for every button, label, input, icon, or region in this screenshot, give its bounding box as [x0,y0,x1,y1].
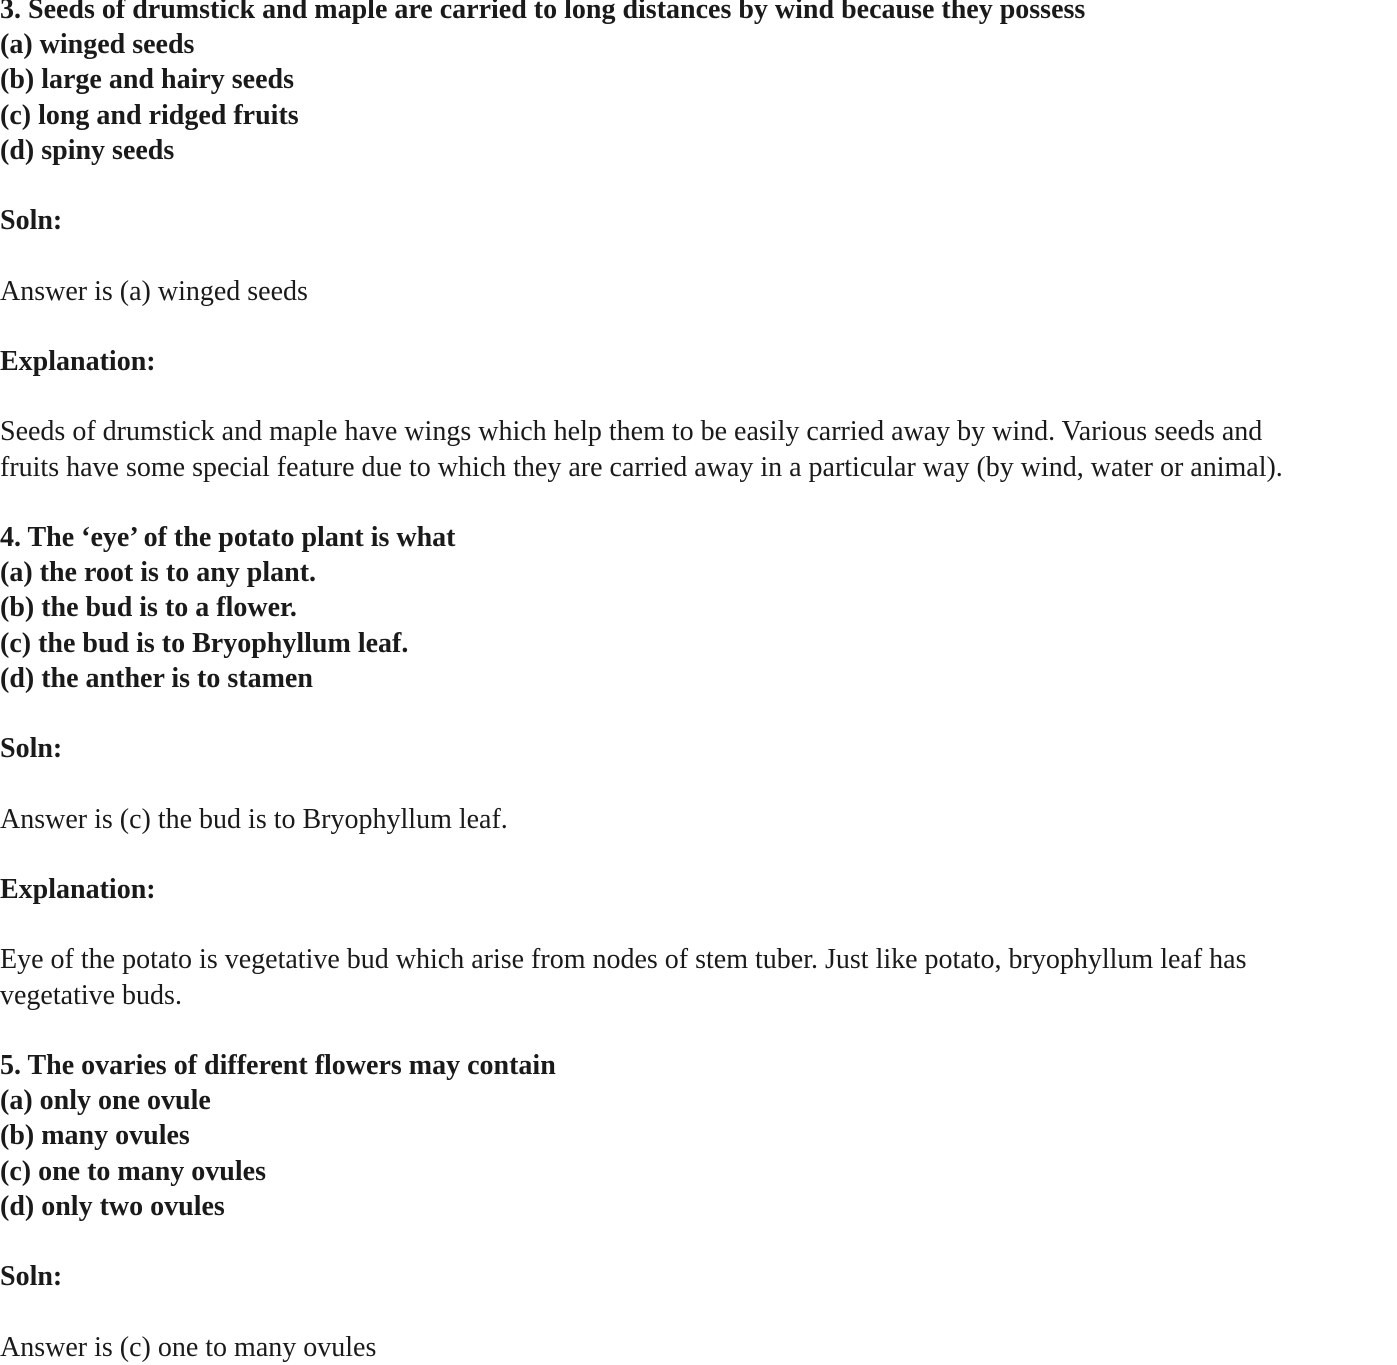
soln-label: Soln: [0,1261,63,1293]
answer-text: Answer is (a) winged seeds [0,275,308,307]
spacer [0,766,1397,801]
spacer [0,379,1397,414]
spacer [0,238,1397,273]
option-b: (b) the bud is to a flower. [0,592,297,624]
option-a: (a) only one ovule [0,1085,211,1117]
question-block-5 [0,1048,1397,1365]
spacer [0,907,1397,942]
question-text: 4. The ‘eye’ of the potato plant is what [0,521,456,553]
option-c: (c) the bud is to Bryophyllum leaf. [0,627,409,659]
explanation-label: Explanation: [0,873,156,905]
option-b: (b) many ovules [0,1120,190,1152]
explanation-label: Explanation: [0,345,156,377]
answer-text: Answer is (c) one to many ovules [0,1331,377,1363]
explanation-line-2: fruits have some special feature due to which they are carried away in a particular way (by wind, water or animal). [0,451,1283,483]
spacer [0,168,1397,203]
question-block-4 [0,520,1397,1048]
spacer [0,837,1397,872]
explanation-line-1: Eye of the potato is vegetative bud which arise from nodes of stem tuber. Just like potato, bryophyllum leaf has [0,944,1247,976]
soln-label: Soln: [0,733,63,765]
explanation-line-1: Seeds of drumstick and maple have wings which help them to be easily carried away by wind. Various seeds and [0,416,1263,448]
spacer [0,1224,1397,1259]
option-d: (d) spiny seeds [0,134,175,166]
soln-label: Soln: [0,205,63,237]
spacer [0,696,1397,731]
option-c: (c) long and ridged fruits [0,99,299,131]
spacer [0,1013,1397,1048]
question-text: 3. Seeds of drumstick and maple are carried to long distances by wind because they possess [0,0,1086,25]
question-text: 5. The ovaries of different flowers may contain [0,1049,556,1081]
question-block-3 [0,0,1397,520]
answer-text: Answer is (c) the bud is to Bryophyllum leaf. [0,803,508,835]
explanation-line-2: vegetative buds. [0,979,182,1011]
option-a: (a) winged seeds [0,29,195,61]
option-d: (d) the anther is to stamen [0,662,313,694]
option-b: (b) large and hairy seeds [0,64,294,96]
spacer [0,1294,1397,1329]
spacer [0,485,1397,520]
option-c: (c) one to many ovules [0,1155,266,1187]
option-d: (d) only two ovules [0,1190,225,1222]
spacer [0,309,1397,344]
option-a: (a) the root is to any plant. [0,557,317,589]
